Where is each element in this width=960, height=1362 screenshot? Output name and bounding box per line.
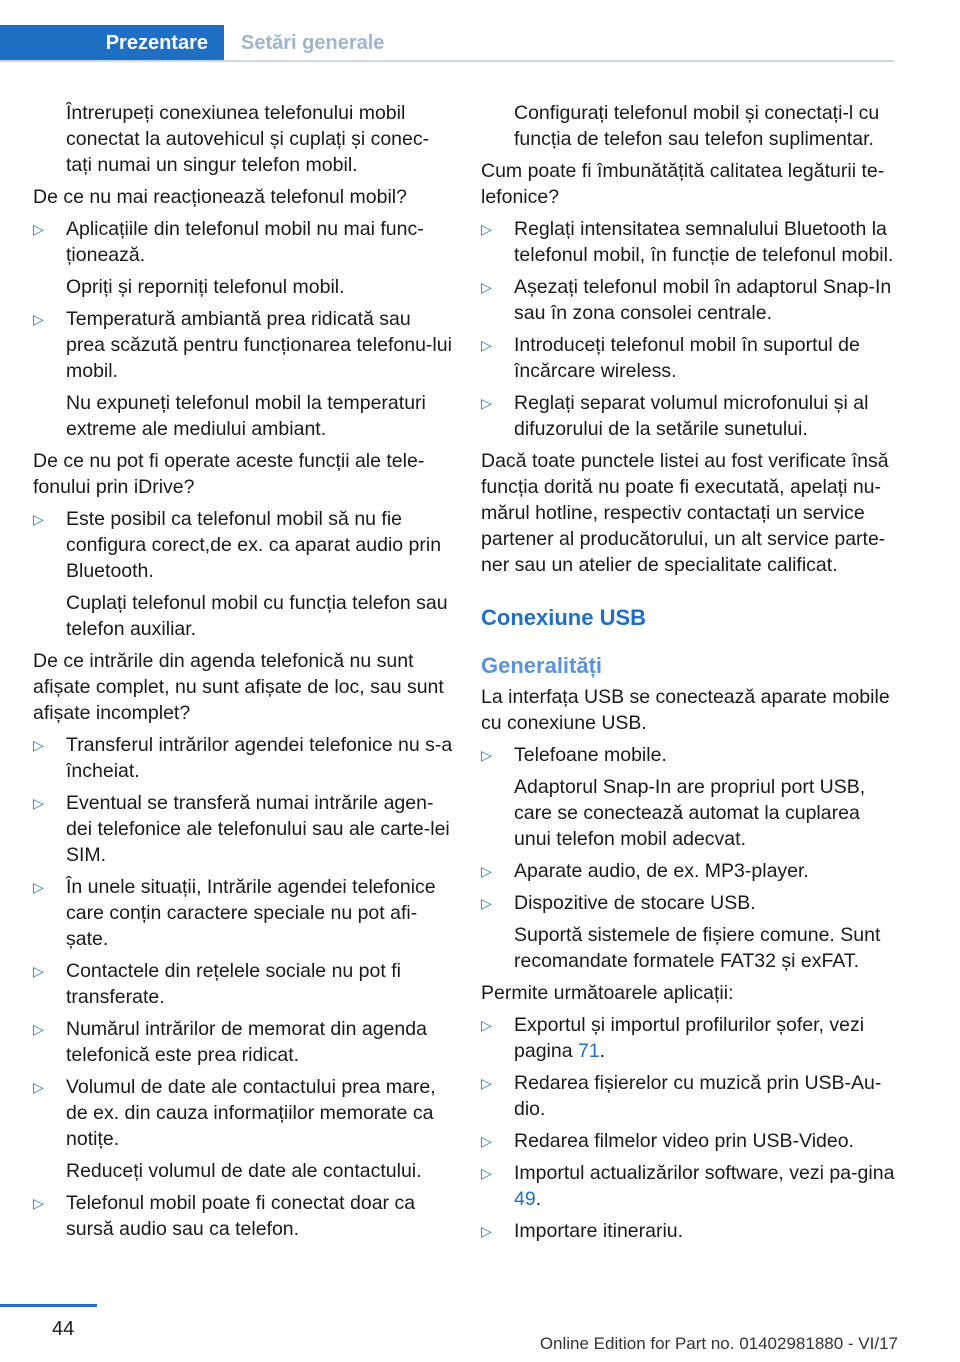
list-item: ▷ Reglați intensitatea semnalului Bluetooth la telefonul mobil, în funcție de telefonul mobil.	[481, 218, 894, 266]
paragraph: Reduceți volumul de date ale contactului.	[66, 1160, 422, 1182]
triangle-right-icon: ▷	[33, 311, 44, 327]
question: De ce nu mai reacționează telefonul mobil?	[33, 186, 407, 208]
question: De ce intrările din agenda telefonică nu sunt afișate complet, nu sunt afișate de loc, sau sunt afișate incomplet?	[33, 650, 444, 724]
list-item: ▷ Aplicațiile din telefonul mobil nu mai func-ționează.	[33, 218, 424, 266]
list-item: ▷ În unele situații, Intrările agendei telefonice care conțin caractere speciale nu pot afi-șate.	[33, 876, 436, 950]
list-item: ▷ Reglați separat volumul microfonului și al difuzorului de la setările sunetului.	[481, 392, 869, 440]
section-heading: Conexiune USB	[481, 605, 647, 630]
triangle-right-icon: ▷	[481, 395, 492, 411]
list-item: ▷ Volumul de date ale contactului prea mare, de ex. din cauza informațiilor memorate ca notițe.	[33, 1076, 436, 1150]
list-item: ▷ Contactele din rețelele sociale nu pot fi transferate.	[33, 960, 401, 1008]
list-item: ▷ Exportul și importul profilurilor șofer, vezi pagina 71.	[481, 1014, 865, 1062]
triangle-right-icon: ▷	[33, 1195, 44, 1211]
paragraph: Adaptorul Snap-In are propriul port USB, care se conectează automat la cuplarea unui telefon mobil adecvat.	[514, 776, 866, 850]
paragraph: La interfața USB se conectează aparate mobile cu conexiune USB.	[481, 686, 890, 734]
triangle-right-icon: ▷	[481, 863, 492, 879]
page-header	[0, 0, 960, 62]
triangle-right-icon: ▷	[481, 747, 492, 763]
triangle-right-icon: ▷	[481, 1133, 492, 1149]
list-item: ▷ Dispozitive de stocare USB.	[481, 892, 756, 914]
triangle-right-icon: ▷	[33, 879, 44, 895]
page-number: 44	[52, 1318, 75, 1340]
question: Cum poate fi îmbunătățită calitatea legăturii te-lefonice?	[481, 160, 885, 208]
tab-prezentare[interactable]: Prezentare	[0, 25, 224, 61]
footer-divider	[0, 1304, 97, 1307]
question: De ce nu pot fi operate aceste funcții ale tele-fonului prin iDrive?	[33, 450, 425, 498]
triangle-right-icon: ▷	[481, 1223, 492, 1239]
triangle-right-icon: ▷	[33, 795, 44, 811]
page-link-71[interactable]: 71	[577, 1040, 600, 1062]
paragraph: Întrerupeți conexiunea telefonului mobil conectat la autovehicul și cuplați și conec-tați numai un singur telefon mobil.	[66, 102, 430, 176]
triangle-right-icon: ▷	[33, 221, 44, 237]
page-link-49[interactable]: 49	[514, 1188, 536, 1210]
paragraph: Permite următoarele aplicații:	[481, 982, 734, 1004]
paragraph: Suportă sistemele de fișiere comune. Sunt recomandate formatele FAT32 și exFAT.	[514, 924, 881, 972]
triangle-right-icon: ▷	[33, 1079, 44, 1095]
paragraph: Opriți și reporniți telefonul mobil.	[66, 276, 345, 298]
list-item: ▷ Introduceți telefonul mobil în suportul de încărcare wireless.	[481, 334, 860, 382]
list-item: ▷ Telefonul mobil poate fi conectat doar ca sursă audio sau ca telefon.	[33, 1192, 416, 1240]
left-column	[33, 100, 453, 1248]
triangle-right-icon: ▷	[33, 1021, 44, 1037]
triangle-right-icon: ▷	[33, 963, 44, 979]
list-item: ▷ Aparate audio, de ex. MP3-player.	[481, 860, 809, 882]
triangle-right-icon: ▷	[33, 511, 44, 527]
subsection-heading: Generalități	[481, 653, 603, 678]
list-item: ▷ Transferul intrărilor agendei telefonice nu s-a încheiat.	[33, 734, 453, 782]
list-item: ▷ Numărul intrărilor de memorat din agenda telefonică este prea ridicat.	[33, 1018, 427, 1066]
right-column	[481, 100, 901, 1250]
paragraph: Configurați telefonul mobil și conectați-l cu funcția de telefon sau telefon suplimentar.	[514, 102, 880, 150]
paragraph: Dacă toate punctele listei au fost verificate însă funcția dorită nu poate fi executată, apelați nu-mărul hotline, respectiv contactați un service partener al producătorului, un alt service parte-ner sau un atelier de specialitate calificat.	[481, 450, 889, 576]
list-item: ▷ Redarea fișierelor cu muzică prin USB-Au-dio.	[481, 1072, 882, 1120]
triangle-right-icon: ▷	[481, 1075, 492, 1091]
tab-setari-generale[interactable]: Setări generale	[241, 31, 385, 54]
edition-info: Online Edition for Part no. 01402981880 - VI/17	[539, 1334, 898, 1353]
list-item: ▷ Așezați telefonul mobil în adaptorul Snap-In sau în zona consolei centrale.	[481, 276, 892, 324]
triangle-right-icon: ▷	[481, 337, 492, 353]
paragraph: Cuplați telefonul mobil cu funcția telefon sau telefon auxiliar.	[66, 592, 448, 640]
header-divider	[0, 60, 894, 62]
list-item: ▷ Importul actualizărilor software, vezi pa-gina 49.	[481, 1162, 895, 1210]
list-item: ▷ Importare itinerariu.	[481, 1220, 684, 1242]
triangle-right-icon: ▷	[481, 895, 492, 911]
paragraph: Nu expuneți telefonul mobil la temperaturi extreme ale mediului ambiant.	[66, 392, 426, 440]
list-item: ▷ Temperatură ambiantă prea ridicată sau prea scăzută pentru funcționarea telefonu-lui mobil.	[33, 308, 452, 382]
list-item: ▷ Este posibil ca telefonul mobil să nu fie configura corect,de ex. ca aparat audio prin Bluetooth.	[33, 508, 442, 582]
triangle-right-icon: ▷	[481, 1017, 492, 1033]
list-item: ▷ Redarea filmelor video prin USB-Video.	[481, 1130, 854, 1152]
triangle-right-icon: ▷	[481, 279, 492, 295]
triangle-right-icon: ▷	[33, 737, 44, 753]
list-item: ▷ Telefoane mobile.	[481, 744, 667, 766]
triangle-right-icon: ▷	[481, 221, 492, 237]
list-item: ▷ Eventual se transferă numai intrările agen-dei telefonice ale telefonului sau ale carte-lei SIM.	[33, 792, 450, 866]
triangle-right-icon: ▷	[481, 1165, 492, 1181]
